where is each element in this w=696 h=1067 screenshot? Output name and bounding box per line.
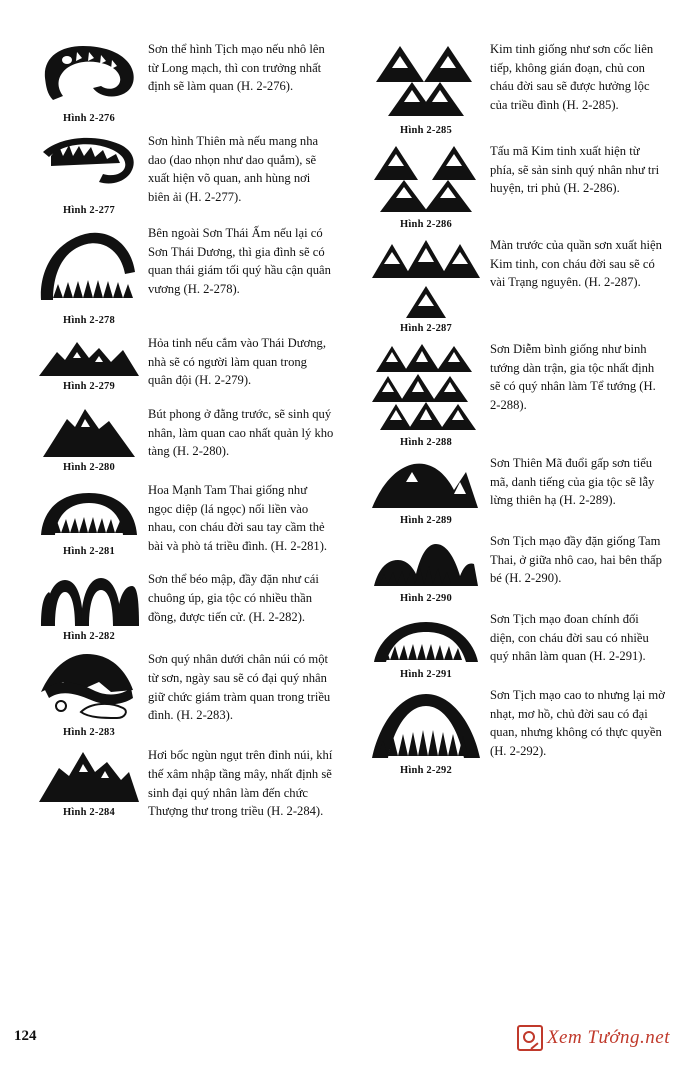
watermark-text: Xem Tướng.net <box>546 1027 670 1048</box>
figure-cell <box>30 648 148 740</box>
figure-entry <box>30 744 334 830</box>
figure-caption: Hình 2-282 <box>63 631 115 643</box>
mountain-shape-283 <box>33 648 145 724</box>
figure-entry <box>30 130 334 218</box>
figure-entry <box>30 332 334 399</box>
figure-entry <box>362 608 666 682</box>
paragraph: Kim tinh giống như sơn cốc liên tiếp, không gián đoạn, chủ con cháu đời sau sẽ được hưởng lộc của triều đình (H. 2-285). <box>490 42 654 112</box>
figure-entry <box>362 684 666 778</box>
figure-cell <box>30 222 148 328</box>
paragraph: Sơn Thiên Mã đuổi gấp sơn tiểu mã, danh tiếng của gia tộc sẽ lẫy lừng thiên hạ (H. 2-289). <box>490 456 655 508</box>
left-column <box>30 38 348 834</box>
paragraph: Sơn thể hình Tịch mạo nếu nhô lên từ Long mạch, thì con trưởng nhất định sẽ làm quan (H. 2-276). <box>148 42 325 94</box>
mountain-shape-278 <box>33 222 145 312</box>
figure-cell <box>30 568 148 644</box>
figure-entry <box>362 530 666 606</box>
mountain-shape-292 <box>370 684 482 762</box>
figure-cell <box>362 140 490 232</box>
paragraph: Sơn thể béo mập, đầy đặn như cái chuông úp, gia tộc có nhiều thần đồng, được tiến cử. (H. 2-282). <box>148 572 319 624</box>
figure-description <box>148 38 334 105</box>
page-number: 124 <box>14 1028 37 1044</box>
figure-description <box>148 568 334 635</box>
figure-caption: Hình 2-289 <box>400 515 452 526</box>
figure-entry <box>30 222 334 328</box>
figure-description <box>148 222 334 308</box>
figure-description <box>490 452 666 519</box>
figure-caption: Hình 2-286 <box>400 219 452 230</box>
figure-caption: Hình 2-284 <box>63 807 115 819</box>
figure-caption: Hình 2-280 <box>63 461 115 473</box>
paragraph: Sơn Tịch mạo đoan chính đối diện, con cháu đời sau có nhiều quý nhân làm quan (H. 2-291). <box>490 612 649 664</box>
figure-description <box>148 130 334 216</box>
mountain-shape-281 <box>33 479 145 543</box>
figure-description <box>490 234 666 301</box>
figure-entry <box>362 140 666 232</box>
figure-cell <box>362 452 490 528</box>
figure-cell <box>362 234 490 336</box>
figure-caption: Hình 2-281 <box>63 545 115 557</box>
mountain-shape-290 <box>370 530 482 590</box>
figure-description <box>490 608 666 675</box>
figure-cell <box>362 338 490 450</box>
paragraph: Hỏa tinh nếu cắm vào Thái Dương, nhà sẽ có người làm quan trong quân đội (H. 2-279). <box>148 336 326 388</box>
figure-description <box>148 479 334 565</box>
figure-entry <box>362 452 666 528</box>
figure-cell <box>30 744 148 820</box>
mountain-shape-288 <box>370 338 482 434</box>
figure-caption: Hình 2-283 <box>63 727 115 739</box>
mountain-shape-277 <box>33 130 145 202</box>
figure-description <box>490 338 666 424</box>
mountain-shape-286 <box>370 140 482 216</box>
mountain-shape-276 <box>33 38 145 110</box>
figure-description <box>148 332 334 399</box>
figure-cell <box>30 479 148 559</box>
figure-caption: Hình 2-292 <box>400 765 452 776</box>
paragraph: Bên ngoài Sơn Thái Ấm nếu lại có Sơn Thái Dương, thì gia đình sẽ có quan thái giám tối quý hầu cận quân vương (H. 2-278). <box>148 226 331 296</box>
two-column-layout <box>30 38 666 834</box>
mountain-shape-279 <box>33 332 145 378</box>
figure-caption: Hình 2-287 <box>400 323 452 334</box>
figure-cell <box>362 684 490 778</box>
figure-description <box>148 744 334 830</box>
figure-entry <box>30 38 334 126</box>
mountain-shape-280 <box>33 403 145 459</box>
figure-description <box>148 648 334 734</box>
figure-description <box>148 403 334 470</box>
mountain-shape-282 <box>33 568 145 628</box>
figure-caption: Hình 2-276 <box>63 113 115 124</box>
figure-caption: Hình 2-277 <box>63 205 115 216</box>
right-column <box>348 38 666 834</box>
figure-cell <box>362 38 490 138</box>
figure-cell <box>30 332 148 394</box>
figure-caption: Hình 2-288 <box>400 437 452 448</box>
figure-entry <box>30 479 334 565</box>
figure-entry <box>362 338 666 450</box>
mountain-shape-291 <box>370 608 482 666</box>
mountain-shape-289 <box>370 452 482 512</box>
paragraph: Sơn Tịch mạo cao to nhưng lại mờ nhạt, mơ hồ, chủ đời sau có đại quan, nhưng không có thực quyền (H. 2-292). <box>490 688 665 758</box>
figure-caption: Hình 2-290 <box>400 593 452 604</box>
paragraph: Hoa Mạnh Tam Thai giống như ngọc diệp (lá ngọc) nối liền vào nhau, con cháu đời sau tay cầm thẻ bài và phò tá triều đình. (H. 2-281). <box>148 482 328 553</box>
paragraph: Sơn quý nhân dưới chân núi có một từ sơn, ngày sau sẽ có đại quý nhân giữ chức giám tràm quan trong triều đình. (H. 2-283). <box>148 652 331 723</box>
mountain-shape-285 <box>370 38 482 122</box>
watermark <box>517 1025 670 1051</box>
paragraph: Sơn Diễm bình giống như binh tướng dàn trận, gia tộc nhất định sẽ có quý nhân làm Tể tướng (H. 2-288). <box>490 342 656 412</box>
figure-description <box>490 530 666 597</box>
figure-cell <box>30 403 148 475</box>
paragraph: Tấu mã Kim tinh xuất hiện từ phía, sẽ sản sinh quý nhân như tri huyện, tri phủ (H. 2-286). <box>490 144 660 196</box>
figure-caption: Hình 2-278 <box>63 315 115 326</box>
figure-description <box>490 684 666 770</box>
paragraph: Sơn hình Thiên mà nếu mang nha dao (dao nhọn như dao quắm), sẽ xuất hiện võ quan, anh hùng nơi biên ải (H. 2-277). <box>148 134 319 204</box>
figure-entry <box>362 38 666 138</box>
figure-description <box>490 140 666 207</box>
figure-cell <box>30 38 148 126</box>
figure-caption: Hình 2-291 <box>400 669 452 680</box>
figure-entry <box>30 403 334 475</box>
figure-caption: Hình 2-285 <box>400 125 452 136</box>
figure-description <box>490 38 666 124</box>
paragraph: Màn trước của quần sơn xuất hiện Kim tinh, con cháu đời sau sẽ có vài Trạng nguyên. (H. 2-287). <box>490 238 662 290</box>
paragraph: Hơi bốc ngùn ngụt trên đỉnh núi, khí thế xâm nhập tầng mây, nhất định sẽ sinh đại quý nhân làm đến chức Thượng thư trong triều (H. 2-284). <box>148 748 333 819</box>
figure-cell <box>30 130 148 218</box>
mountain-shape-284 <box>33 744 145 804</box>
figure-cell <box>362 530 490 606</box>
figure-entry <box>30 648 334 740</box>
paragraph: Bút phong ở đằng trước, sẽ sinh quý nhân, làm quan cao nhất quản lý kho tàng (H. 2-280). <box>148 406 334 459</box>
figure-entry <box>30 568 334 644</box>
paragraph: Sơn Tịch mạo đầy đặn giống Tam Thai, ở giữa nhô cao, hai bên thấp bé (H. 2-290). <box>490 534 662 586</box>
mountain-shape-287 <box>370 234 482 320</box>
figure-cell <box>362 608 490 682</box>
watermark-logo-icon <box>517 1025 543 1051</box>
figure-caption: Hình 2-279 <box>63 381 115 392</box>
figure-entry <box>362 234 666 336</box>
